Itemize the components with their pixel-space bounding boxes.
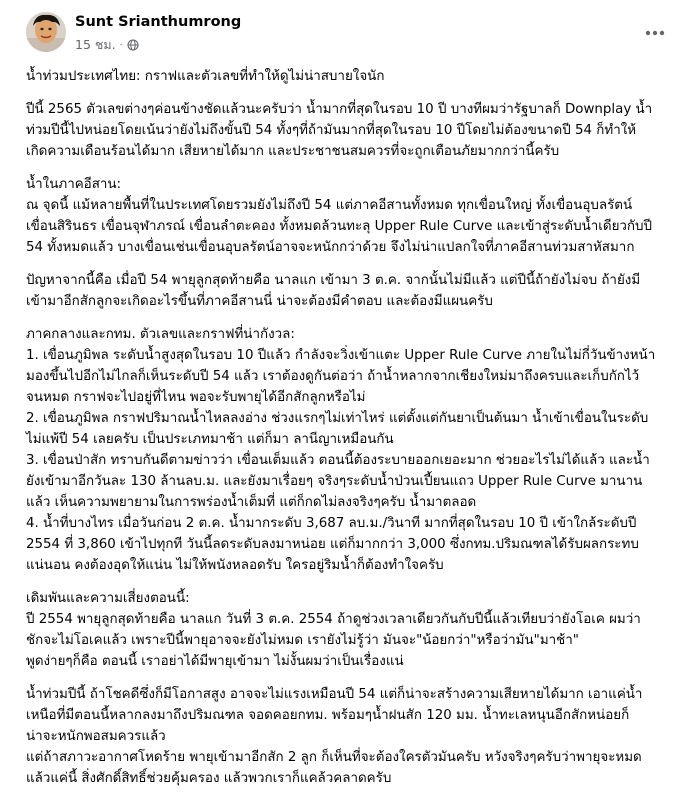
globe-icon bbox=[127, 39, 139, 51]
post-paragraph bbox=[26, 588, 676, 672]
post-text-line: ยังเข้ามาอีกวันละ 130 ล้านลบ.ม. และยังมาเรื่อยๆ จริงๆระดับน้ำป่วนเปี้ยนแถว Upper Rule Curve มานาน bbox=[26, 474, 643, 489]
post-text-line: เดิมพันและความเสี่ยงตอนนี้: bbox=[26, 591, 190, 606]
post-text-line: เกิดความเดือนร้อนได้มาก เสียหายได้มาก และประชาชนสมควรที่จะถูกเตือนภัยมากกว่านี้ครับ bbox=[26, 144, 560, 159]
post-text-line: ชักจะไม่โอเคแล้ว เพราะปีนี้พายุอาจจะยังไม่หมด เรายังไม่รู้ว่า มันจะ"น้อยกว่า"หรือว่ามัน"มาช้า" bbox=[26, 633, 579, 648]
post-paragraph bbox=[26, 270, 676, 312]
post-paragraph bbox=[26, 174, 676, 258]
author-name[interactable]: Sunt Srianthumrong bbox=[75, 14, 242, 30]
post-text-line: ท่วมปีนี้ไปหน่อยโดยเน้นว่ายังไม่ถึงขั้นปี 54 ทั้งๆที่ถ้ามันมากที่สุดในรอบ 10 ปีโดยไม่ต้องขนาดปี 54 ก็ทำให้ bbox=[26, 123, 637, 138]
post-text bbox=[26, 66, 676, 801]
post-paragraph bbox=[26, 66, 676, 87]
post-text-line: แต่ถ้าสภาวะอากาศโหดร้าย พายุเข้ามาอีกสัก 2 ลูก ก็เห็นที่จะต้องใครตัวมันครับ หวังจริงๆครับว่าพายุจะหมด bbox=[26, 750, 642, 765]
post-text-line: 4. น้ำที่บางไทร เมื่อวันก่อน 2 ต.ค. น้ำมากระดับ 3,687 ลบ.ม./วินาที มากที่สุดในรอบ 10 ปี เข้าใกล้ระดับปี bbox=[26, 516, 637, 531]
post-text-line: เหนือที่มีตอนนี้หลากลงมาถึงปริมณฑล จอดคอยกทม. พร้อมๆน้ำฝนสัก 120 มม. น้ำทะเลหนุนอีกสักหน่อยก็ bbox=[26, 708, 630, 723]
post-text-line: น้ำท่วมปีนี้ ถ้าโชคดีซึ่งก็มีโอกาสสูง อาจจะไม่แรงเหมือนปี 54 แต่ก็น่าจะสร้างความเสียหายได้มาก เอาแค่น้ำ bbox=[26, 687, 643, 702]
post-text-line: 1. เขื่อนภูมิพล ระดับน้ำสูงสุดในรอบ 10 ปีแล้ว กำลังจะวิ่งเข้าแตะ Upper Rule Curve ภายในไม่กี่วันข้างหน้า bbox=[26, 348, 656, 363]
post-header bbox=[26, 12, 700, 56]
post-text-line: แน่นอน คงต้องอุดให้แน่น ไม่ให้พนังหลอดรับ ใครอยู่ริมน้ำก็ต้องทำใจครับ bbox=[26, 558, 444, 573]
post-time[interactable]: 15 ชม. bbox=[75, 37, 116, 52]
avatar-photo-icon bbox=[26, 12, 66, 52]
post-text-line: มองขึ้นไปอีกไม่ไกลก็เห็นระดับปี 54 แล้ว เราต้องดูกันต่อว่า ถ้าน้ำหลากจากเชียงใหม่มาถึงครบและเก็บกักไว้ bbox=[26, 369, 640, 384]
post-text-line: แล้วแค่นี้ สิ่งศักดิ์สิทธิ์ช่วยคุ้มครอง แล้วพวกเราก็แคล้วคลาดครับ bbox=[26, 771, 392, 786]
post-text-line: น่าจะหนักพอสมควรแล้ว bbox=[26, 729, 166, 744]
post-text-line: 2554 ที่ 3,860 เข้าไปทุกที วันนี้ลดระดับลงมาหน่อย แต่ก็มากกว่า 3,000 ซึ่งกทม.ปริมณฑลได้รับผลกระทบ bbox=[26, 537, 639, 552]
post-paragraph bbox=[26, 324, 676, 576]
more-options-icon bbox=[645, 30, 665, 36]
post-text-line: ปัญหาจากนี้คือ เมื่อปี 54 พายุลูกสุดท้ายคือ นาลแก เข้ามา 3 ต.ค. จากนั้นไม่มีแล้ว แต่ปีนี้ถ้ายังไม่จบ ถ้ายังมี bbox=[26, 273, 641, 288]
post-text-line: น้ำในภาคอีสาน: bbox=[26, 177, 122, 192]
post-paragraph bbox=[26, 684, 676, 789]
post-text-line: 3. เขื่อนป่าสัก ทราบกันดีตามข่าวว่า เขื่อนเต็มแล้ว ตอนนี้ต้องระบายออกเยอะมาก ช่วยอะไรไม่ได้แล้ว และน้ำ bbox=[26, 453, 650, 468]
post-paragraph bbox=[26, 99, 676, 162]
post-text-line: ภาคกลางและกทม. ตัวเลขและกราฟที่น่ากังวล: bbox=[26, 327, 295, 342]
post-text-line: ไม่แพ้ปี 54 เลยครับ เป็นประเภทมาช้า แต่ก็มา ลานีญาเหมือนกัน bbox=[26, 432, 394, 447]
post-text-line: พูดง่ายๆก็คือ ตอนนี้ เราอย่าได้มีพายุเข้ามา ไม่งั้นผมว่าเป็นเรื่องแน่ bbox=[26, 654, 404, 669]
post-text-line: น้ำท่วมประเทศไทย: กราฟและตัวเลขที่ทำให้ดูไม่น่าสบายใจนัก bbox=[26, 69, 385, 84]
post-text-line: เข้ามาอีกสักลูกจะเกิดอะไรขึ้นที่ภาคอีสานนี่ น่าจะต้องมีคำตอบ และต้องมีแผนครับ bbox=[26, 294, 493, 309]
post-text-line: 54 ทั้งหมดแล้ว บางเขื่อนเช่นเขื่อนอุบลรัตน์อาจจะหนักกว่าด้วย จึงไม่น่าแปลกใจที่ภาคอีสานท่วมสาหัสมาก bbox=[26, 240, 635, 255]
meta-separator: · bbox=[119, 39, 123, 51]
post-text-line: จนหมด กราฟจะไปอยู่ที่ไหน พอจะรับพายุได้อีกสักลูกหรือไม่ bbox=[26, 390, 366, 405]
post-text-line: เขื่อนสิรินธร เขื่อนจุฬาภรณ์ เขื่อนลำตะคอง ทั้งหมดล้วนทะลุ Upper Rule Curve และเข้าสู่ระดับน้ำเดียวกับปี bbox=[26, 219, 653, 234]
more-options-button[interactable] bbox=[640, 18, 670, 48]
post-meta bbox=[75, 35, 139, 55]
post-text-line: ปีนี้ 2565 ตัวเลขต่างๆค่อนข้างชัดแล้วนะครับว่า น้ำมากที่สุดในรอบ 10 ปี บางทีผมว่ารัฐบาลก็ Downplay น้ำ bbox=[26, 102, 653, 117]
post-text-line: ปี 2554 พายุลูกสุดท้ายคือ นาลแก วันที่ 3 ต.ค. 2554 ถ้าดูช่วงเวลาเดียวกันกับปีนี้แล้วเทียบว่ายังโอเค ผมว่า bbox=[26, 612, 641, 627]
post-text-line: 2. เขื่อนภูมิพล กราฟปริมาณน้ำไหลลงอ่าง ช่วงแรกๆไม่เท่าไหร่ แต่ตั้งแต่กันยาเป็นต้นมา น้ำเข้าเขื่อนในระดับ bbox=[26, 411, 649, 426]
avatar[interactable] bbox=[26, 12, 66, 52]
post-text-line: แล้ว เห็นความพยายามในการพร่องน้ำเต็มที่ แต่ก็กดไม่ลงจริงๆครับ น้ำมาตลอด bbox=[26, 495, 477, 510]
post-text-line: ณ จุดนี้ แม้หลายพื้นที่ในประเทศโดยรวมยังไม่ถึงปี 54 แต่ภาคอีสานทั้งหมด ทุกเขื่อนใหญ่ ทั้งเขื่อนอุบลรัตน์ bbox=[26, 198, 633, 213]
